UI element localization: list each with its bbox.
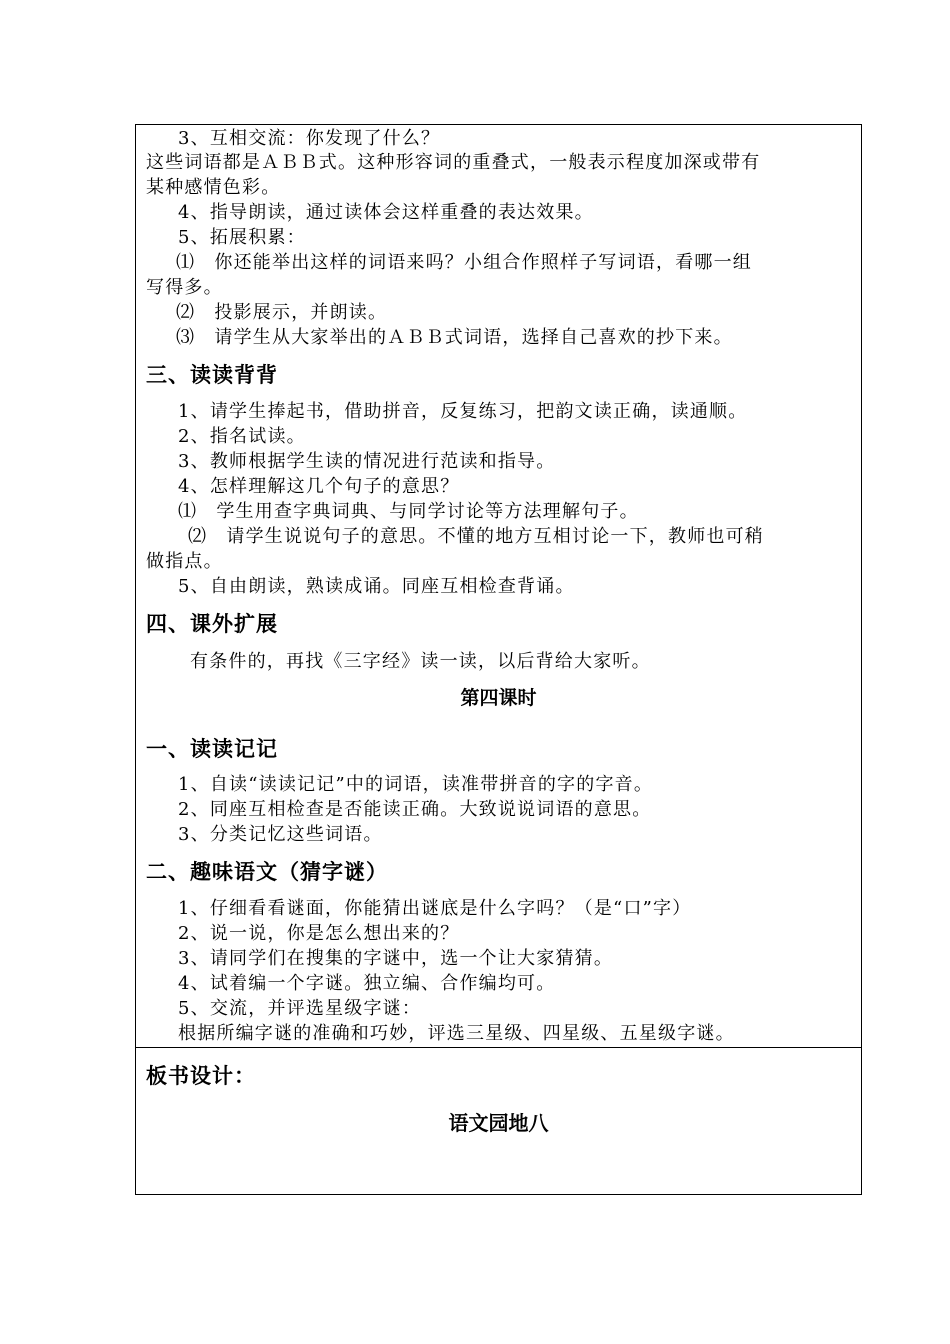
text-line: ⑴ 学生用查字典词典、与同学讨论等方法理解句子。 xyxy=(178,501,639,522)
board-design-cell xyxy=(136,1048,861,1194)
lesson-content-cell xyxy=(136,125,861,1048)
section-heading: 一、读读记记 xyxy=(146,736,278,761)
text-line: 5、自由朗读，熟读成诵。同座互相检查背诵。 xyxy=(178,576,575,597)
text-line: ⑴ 你还能举出这样的词语来吗？小组合作照样子写词语，看哪一组 xyxy=(176,252,752,273)
text-line: 1、请学生捧起书，借助拼音，反复练习，把韵文读正确，读通顺。 xyxy=(178,401,748,422)
text-line: 2、指名试读。 xyxy=(178,426,306,447)
text-line: 4、试着编一个字谜。独立编、合作编均可。 xyxy=(178,973,556,994)
board-design-label: 板书设计： xyxy=(146,1063,256,1088)
text-line: 有条件的，再找《三字经》读一读，以后背给大家听。 xyxy=(190,651,651,672)
text-line: 4、指导朗读，通过读体会这样重叠的表达效果。 xyxy=(178,202,594,223)
text-line: 做指点。 xyxy=(146,551,223,572)
text-line: 3、请同学们在搜集的字谜中，选一个让大家猜猜。 xyxy=(178,948,614,969)
text-line: 这些词语都是ＡＢＢ式。这种形容词的重叠式，一般表示程度加深或带有 xyxy=(146,152,761,173)
text-line: 2、同座互相检查是否能读正确。大致说说词语的意思。 xyxy=(178,799,652,820)
text-line: 某种感情色彩。 xyxy=(146,177,281,198)
section-heading: 三、读读背背 xyxy=(146,362,278,387)
text-line: ⑵ 投影展示，并朗读。 xyxy=(176,302,388,323)
text-line: 5、交流，并评选星级字谜： xyxy=(178,998,422,1019)
text-line: 5、拓展积累： xyxy=(178,227,306,248)
text-line: 4、怎样理解这几个句子的意思？ xyxy=(178,476,460,497)
text-line: 1、仔细看看谜面，你能猜出谜底是什么字吗？（是“口”字） xyxy=(178,898,692,919)
text-line: 根据所编字谜的准确和巧妙，评选三星级、四星级、五星级字谜。 xyxy=(178,1023,735,1044)
text-line: 2、说一说，你是怎么想出来的？ xyxy=(178,923,460,944)
text-line: ⑶ 请学生从大家举出的ＡＢＢ式词语，选择自己喜欢的抄下来。 xyxy=(176,327,733,348)
section-heading: 二、趣味语文（猜字谜） xyxy=(146,859,388,884)
section-heading: 四、课外扩展 xyxy=(146,611,278,636)
text-line: 3、互相交流：你发现了什么？ xyxy=(178,128,441,149)
text-line: 3、教师根据学生读的情况进行范读和指导。 xyxy=(178,451,556,472)
text-line: 3、分类记忆这些词语。 xyxy=(178,824,383,845)
text-line: ⑵ 请学生说说句子的意思。不懂的地方互相讨论一下，教师也可稍 xyxy=(188,526,764,547)
lesson-plan-table xyxy=(135,124,862,1195)
board-design-title: 语文园地八 xyxy=(448,1111,549,1135)
text-line: 1、自读“读读记记”中的词语，读准带拼音的字的字音。 xyxy=(178,774,654,795)
text-line: 写得多。 xyxy=(146,277,223,298)
lesson-title: 第四课时 xyxy=(460,687,537,709)
